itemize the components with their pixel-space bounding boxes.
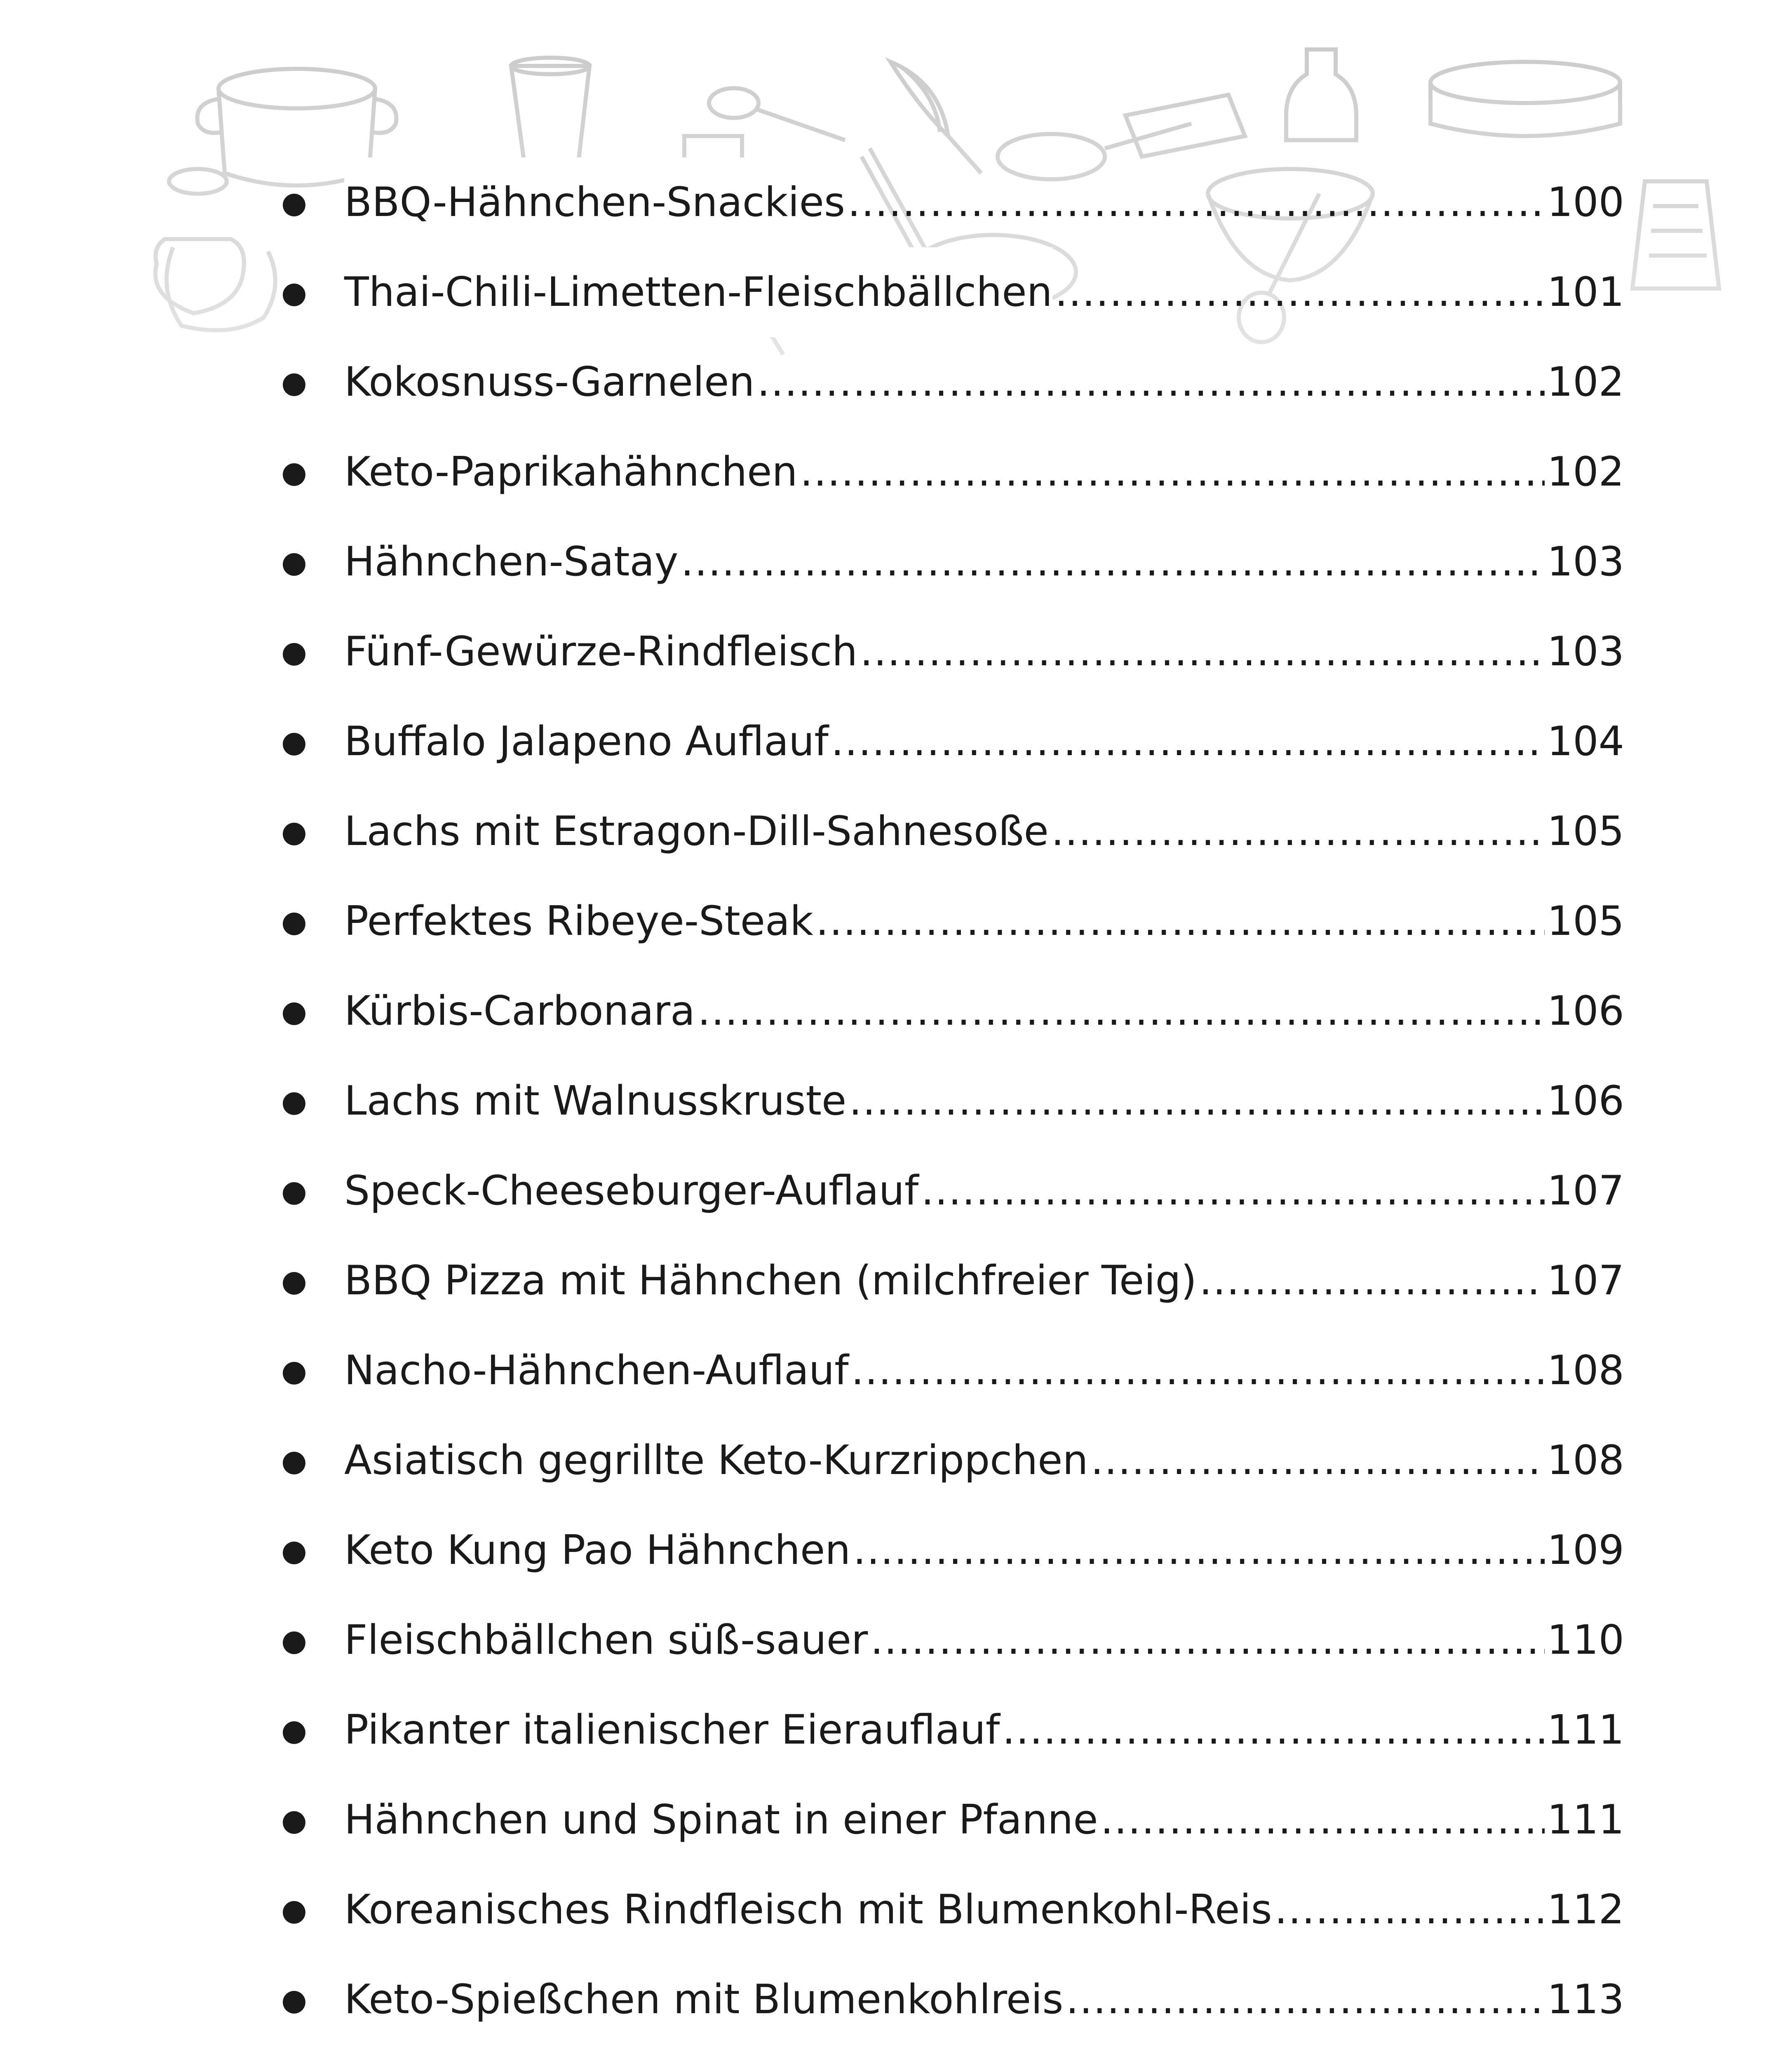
- toc-entry-title: [344, 2045, 634, 2061]
- dot-leader: [851, 1326, 1545, 1415]
- spoon-icon: [709, 88, 845, 140]
- toc-entry[interactable]: [264, 876, 1624, 966]
- bullet-icon: ●: [281, 1353, 307, 1388]
- dot-leader: [870, 1595, 1545, 1685]
- toc-entry-title: Keto-Spießchen mit Blumenkohlreis: [344, 1955, 1063, 2045]
- dot-leader: [1091, 1415, 1545, 1505]
- toc-entry[interactable]: [264, 247, 1624, 337]
- toc-entry[interactable]: [264, 1865, 1624, 1955]
- bottle-icon: [1286, 49, 1356, 140]
- toc-entry-page: 112: [1547, 1886, 1624, 1933]
- dot-leader: [698, 966, 1545, 1056]
- toc-entry-page: 103: [1547, 628, 1624, 675]
- toc-entry[interactable]: [264, 517, 1624, 607]
- bullet-icon: ●: [281, 994, 307, 1028]
- bullet-icon: ●: [281, 1623, 307, 1657]
- toc-entry-title: Koreanisches Rindfleisch mit Blumenkohl-Reis: [344, 1865, 1272, 1955]
- toc-entry[interactable]: [264, 1595, 1624, 1685]
- glass-icon: [511, 58, 590, 173]
- toc-entry-title: Buffalo Jalapeno Auflauf: [344, 697, 829, 786]
- toc-entry[interactable]: [264, 1775, 1624, 1865]
- toc-entry-title: Nacho-Hähnchen-Auflauf: [344, 1326, 849, 1415]
- toc-entry[interactable]: [264, 966, 1624, 1056]
- bullet-icon: ●: [281, 1084, 307, 1118]
- dot-leader: [1055, 247, 1545, 337]
- toc-entry-title: Pikanter italienischer Eierauflauf: [344, 1685, 1000, 1775]
- toc-entry-title: Kürbis-Carbonara: [344, 966, 695, 1056]
- toc-entry-page: 111: [1547, 1707, 1624, 1753]
- toc-entry[interactable]: [264, 157, 1624, 247]
- toc-entry-title: Keto-Paprikahähnchen: [344, 427, 798, 517]
- toc-entry-title: Lachs mit Walnusskruste: [344, 1056, 846, 1146]
- bullet-icon: ●: [281, 1174, 307, 1208]
- bullet-icon: ●: [281, 1982, 307, 2017]
- dot-leader: [816, 876, 1545, 966]
- toc-entry[interactable]: [264, 607, 1624, 697]
- dot-leader: [681, 517, 1544, 607]
- toc-entry-page: 105: [1547, 808, 1624, 855]
- toc-entry[interactable]: [264, 1056, 1624, 1146]
- dot-leader: [853, 1505, 1545, 1595]
- saucepan-icon: [167, 247, 275, 330]
- toc-entry[interactable]: [264, 337, 1624, 427]
- toc-entry-page: 110: [1547, 1617, 1624, 1664]
- toc-entry-page: 104: [1547, 718, 1624, 765]
- toc-entry[interactable]: [264, 1685, 1624, 1775]
- cake-tin-icon: [1430, 62, 1620, 136]
- bullet-icon: ●: [281, 634, 307, 669]
- toc-entry[interactable]: [264, 1505, 1624, 1595]
- toc-entry-title: Perfektes Ribeye-Steak: [344, 876, 813, 966]
- toc-entry[interactable]: [264, 2045, 1624, 2061]
- dot-leader: [1066, 1955, 1545, 2045]
- dot-leader: [1101, 1775, 1545, 1865]
- sugar-bowl-icon: [155, 169, 244, 313]
- toc-entry-title: Fünf-Gewürze-Rindfleisch: [344, 607, 857, 697]
- dot-leader: [1275, 1865, 1545, 1955]
- toc-entry-page: 108: [1547, 1437, 1624, 1484]
- bullet-icon: ●: [281, 1443, 307, 1478]
- toc-entry[interactable]: [264, 1326, 1624, 1415]
- bullet-icon: [281, 2045, 307, 2061]
- dot-leader: [800, 427, 1545, 517]
- toc-entry-title: Lachs mit Estragon-Dill-Sahnesoße: [344, 786, 1049, 876]
- bullet-icon: ●: [281, 1892, 307, 1927]
- bullet-icon: ●: [281, 455, 307, 489]
- bullet-icon: ●: [281, 275, 307, 310]
- dot-leader: [848, 157, 1545, 247]
- toc-entry-page: 106: [1547, 1077, 1624, 1124]
- bullet-icon: ●: [281, 1803, 307, 1837]
- toc-entry-page: 106: [1547, 988, 1624, 1035]
- bullet-icon: ●: [281, 724, 307, 759]
- dot-leader: [1002, 1685, 1545, 1775]
- toc-entry[interactable]: [264, 786, 1624, 876]
- toc-entry-page: 103: [1547, 538, 1624, 585]
- bullet-icon: ●: [281, 1263, 307, 1298]
- grater-icon: [1632, 181, 1719, 289]
- toc-entry-page: 105: [1547, 898, 1624, 945]
- toc-entry-page: 111: [1547, 1796, 1624, 1843]
- bullet-icon: ●: [281, 1533, 307, 1568]
- dot-leader: [1199, 1236, 1545, 1326]
- toc-entry[interactable]: [264, 1955, 1624, 2045]
- whisk-icon: [890, 62, 981, 173]
- toc-entry[interactable]: [264, 1415, 1624, 1505]
- toc-entry-title: Thai-Chili-Limetten-Fleischbällchen: [344, 247, 1052, 337]
- toc-entry-title: Hähnchen und Spinat in einer Pfanne: [344, 1775, 1098, 1865]
- toc-entry-page: 107: [1547, 1257, 1624, 1304]
- dot-leader: [921, 1146, 1545, 1236]
- bullet-icon: ●: [281, 185, 307, 220]
- toc-entry-title: Fleischbällchen süß-sauer: [344, 1595, 868, 1685]
- cutting-board-icon: [1125, 95, 1245, 157]
- dot-leader: [860, 607, 1545, 697]
- dot-leader: [849, 1056, 1545, 1146]
- toc-entry-page: 108: [1547, 1347, 1624, 1394]
- bullet-icon: ●: [281, 814, 307, 849]
- toc-entry-title: Kokosnuss-Garnelen: [344, 337, 755, 427]
- dot-leader: [831, 697, 1545, 786]
- toc-entry-page: 107: [1547, 1167, 1624, 1214]
- toc-entry-page: 100: [1547, 179, 1624, 226]
- bullet-icon: ●: [281, 904, 307, 939]
- table-of-contents: [264, 157, 1624, 2061]
- toc-entry[interactable]: [264, 1236, 1624, 1326]
- toc-entry-page: [1547, 2045, 1624, 2061]
- toc-entry-title: Speck-Cheeseburger-Auflauf: [344, 1146, 918, 1236]
- toc-entry[interactable]: [264, 1146, 1624, 1236]
- dot-leader: [757, 337, 1545, 427]
- toc-entry[interactable]: [264, 427, 1624, 517]
- toc-entry[interactable]: [264, 697, 1624, 786]
- bullet-icon: ●: [281, 1713, 307, 1747]
- dot-leader: [636, 2045, 1545, 2061]
- toc-entry-page: 113: [1547, 1976, 1624, 2023]
- toc-entry-title: Keto Kung Pao Hähnchen: [344, 1505, 850, 1595]
- toc-entry-page: 109: [1547, 1527, 1624, 1574]
- toc-entry-title: Asiatisch gegrillte Keto-Kurzrippchen: [344, 1415, 1088, 1505]
- bullet-icon: ●: [281, 545, 307, 579]
- toc-entry-page: 102: [1547, 448, 1624, 495]
- toc-entry-title: Hähnchen-Satay: [344, 517, 678, 607]
- toc-entry-title: BBQ Pizza mit Hähnchen (milchfreier Teig): [344, 1236, 1197, 1326]
- bullet-icon: ●: [281, 365, 307, 399]
- toc-entry-page: 101: [1547, 269, 1624, 316]
- toc-entry-page: 102: [1547, 359, 1624, 406]
- dot-leader: [1051, 786, 1545, 876]
- toc-entry-title: BBQ-Hähnchen-Snackies: [344, 157, 845, 247]
